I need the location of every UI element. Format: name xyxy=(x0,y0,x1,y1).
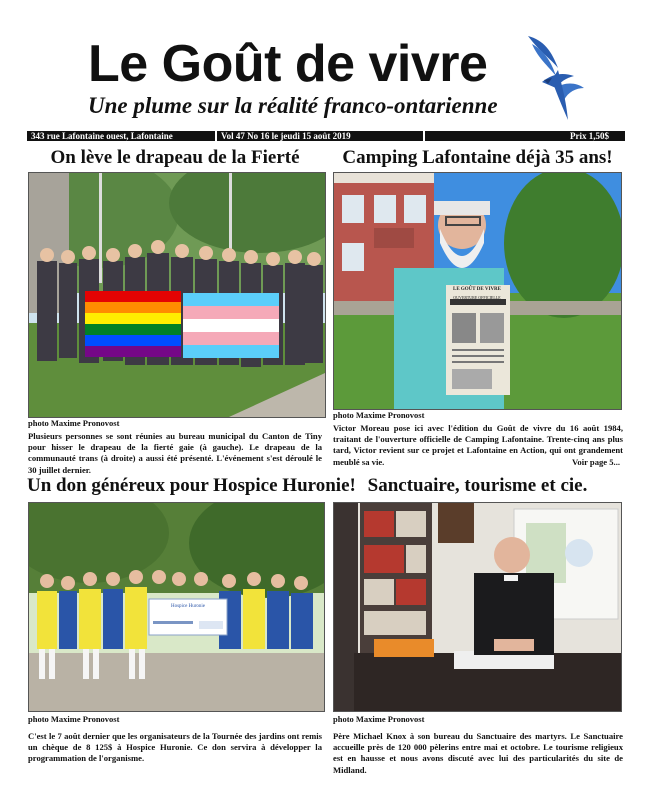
issue-text: Vol 47 No 16 le jeudi 15 août 2019 xyxy=(217,131,425,141)
photo-flag-raising xyxy=(28,172,326,418)
caption-hospice: C'est le 7 août dernier que les organisateurs de la Tournée des jardins ont remis un chèque de 8 125$ à Hospice Huronie. Ce don servira à développer la programmation de l'organisme. xyxy=(28,731,322,764)
photo-credit: photo Maxime Pronovost xyxy=(28,714,120,724)
newspaper-masthead: LE GOÛT DE VIVRE xyxy=(452,287,502,292)
caption-sanctuaire: Père Michael Knox à son bureau du Sanctuaire des martyrs. Le Sanctuaire accueille près de 120 000 pèlerins entre mai et octobre. Le tourisme religieux est en hausse et nous avons discuté avec lui des particularités du site de Midland. xyxy=(333,731,623,775)
newspaper-headline: OUVERTURE OFFICIELLE xyxy=(453,295,501,300)
issue-info-bar xyxy=(27,131,625,141)
photo-michael-knox xyxy=(333,502,622,712)
masthead-title: Le Goût de vivre xyxy=(88,35,488,93)
photo-credit: photo Maxime Pronovost xyxy=(333,410,425,420)
price-text: Prix 1,50$ xyxy=(570,131,609,141)
masthead-subtitle: Une plume sur la réalité franco-ontarienne xyxy=(88,93,498,118)
photo-credit: photo Maxime Pronovost xyxy=(28,418,120,428)
headline-fierte: On lève le drapeau de la Fierté xyxy=(50,147,300,168)
cheque-payee: Hospice Huronie xyxy=(170,604,206,609)
address-text: 343 rue Lafontaine ouest, Lafontaine xyxy=(27,131,217,141)
see-page-link[interactable]: Voir page 5... xyxy=(572,457,620,467)
headline-hospice: Un don généreux pour Hospice Huronie! xyxy=(27,475,356,496)
photo-credit: photo Maxime Pronovost xyxy=(333,714,425,724)
headline-camping: Camping Lafontaine déjà 35 ans! xyxy=(342,147,613,168)
caption-fierte: Plusieurs personnes se sont réunies au bureau municipal du Canton de Tiny pour hisser le drapeau de la fierté gaie (à gauche). Le drapeau de la communauté trans (à droite) a aussi été présenté. L'événement s'est déroulé le 30 juillet dernier. xyxy=(28,431,322,475)
bird-icon xyxy=(522,30,586,124)
headline-sanctuaire: Sanctuaire, tourisme et cie. xyxy=(367,475,588,496)
caption-camping: Victor Moreau pose ici avec l'édition du Goût de vivre du 16 août 1984, traitant de l'ouverture officielle de Camping Lafontaine. Trente-cinq ans plus tard, Victor revient sur ce projet et Lafontaine en Action, qui ont grandement meublé sa vie. xyxy=(333,423,623,467)
